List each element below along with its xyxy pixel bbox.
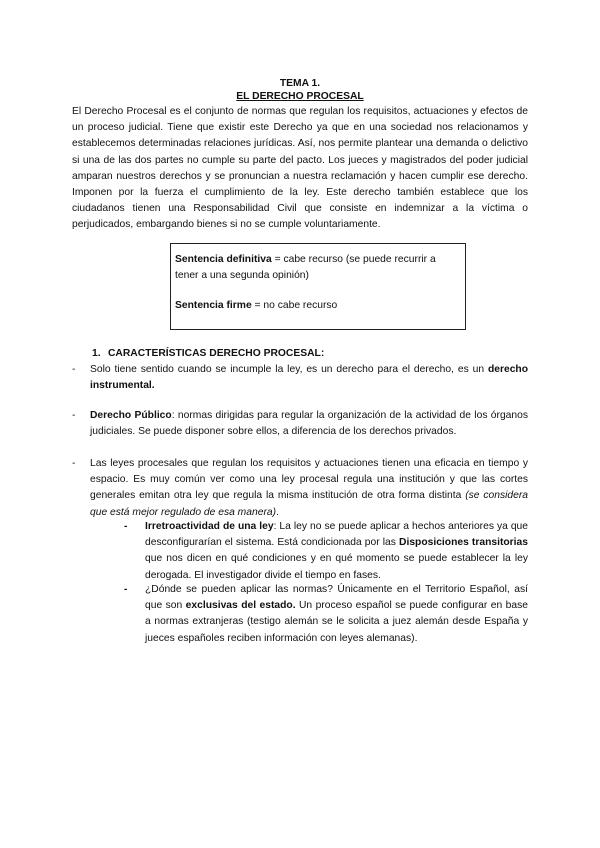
list-item-end: .: [276, 506, 279, 518]
sub-item-bold: exclusivas del estado.: [185, 600, 296, 612]
sub-list-item: [124, 582, 528, 647]
list-item: [72, 456, 529, 521]
definition-item: [175, 298, 461, 314]
bullet-dash: -: [72, 458, 76, 469]
section-heading: [92, 346, 324, 362]
definition-item: [175, 252, 461, 284]
list-item-italic: (se considera que está mejor regulado de esa manera): [90, 490, 529, 518]
list-item: [72, 408, 528, 440]
list-item-bold: Derecho Público: [90, 410, 172, 421]
sub-item-text: Un proceso español se puede configurar en base a normas extranjeras (testigo alemán se le solicita a juez alemán desde España y jueces españoles reciben información con leyes alemanas).: [145, 600, 528, 644]
sub-item-bold: Disposiciones transitorias: [399, 537, 528, 549]
definition-term: Sentencia definitiva: [175, 254, 272, 265]
definition-term: Sentencia firme: [175, 300, 252, 312]
section-title-suffix: :: [320, 348, 325, 359]
sub-item-text: : La ley no se puede aplicar a hechos anteriores ya que desconfigurarían el sistema. Está condicionada por las: [145, 521, 529, 549]
sub-list-item: [124, 519, 529, 584]
list-item-text: Solo tiene sentido cuando se incumple la ley, es un derecho para el derecho, es un: [90, 364, 488, 375]
page-subtitle: EL DERECHO PROCESAL: [236, 91, 364, 102]
list-item-bold: derecho instrumental.: [90, 364, 528, 392]
bullet-dash: -: [124, 521, 128, 532]
definition-text: = no cabe recurso: [251, 300, 338, 312]
sub-item-text: ¿Dónde se pueden aplicar las normas? Únicamente en el Territorio Español, así que son: [145, 584, 528, 612]
bullet-dash: -: [124, 584, 128, 595]
sub-item-text: que nos dicen en qué condiciones y en qué momento se puede establecer la ley derogada. El investigador divide el tiempo en fases.: [145, 553, 528, 581]
section-number: 1.: [92, 348, 101, 359]
page-title: TEMA 1.: [279, 78, 321, 89]
list-item: [72, 362, 528, 394]
list-item-text: : normas dirigidas para regular la organización de la actividad de los órganos judiciales. Se puede disponer sobre ellos, a diferencia de los derechos privados.: [90, 410, 528, 438]
section-title: CARACTERÍSTICAS DERECHO PROCESAL: [108, 348, 321, 359]
bullet-dash: -: [72, 364, 76, 375]
bullet-dash: -: [72, 410, 76, 421]
sub-item-bold: Irretroactividad de una ley: [145, 521, 274, 532]
intro-paragraph: El Derecho Procesal es el conjunto de normas que regulan los requisitos, actuaciones y efectos de un proceso judicial. Tiene que existir este Derecho ya que en una sociedad nos relacionamos y establecemos determinadas relaciones jurídicas. Así, nos permite plantear una demanda o delictivo si una de las dos partes no cumple su parte del pacto. Los jueces y magistrados del poder judicial amparan nuestros derechos y se pronuncian a nuestra reclamación y hacen cumplir ese derecho. Imponen por la fuerza el cumplimiento de la ley. Este derecho también establece que los ciudadanos tienen una Responsabilidad Civil que consiste en indemnizar a la víctima o perjudicados, embargando bienes si no se cumple voluntariamente.: [72, 106, 528, 231]
list-item-text: Las leyes procesales que regulan los requisitos y actuaciones tienen una eficacia en tiempo y espacio. Es muy común ver como una ley procesal regula una institución y que las cortes generales emitan otra ley que regula la misma institución de otra forma distinta: [90, 458, 528, 502]
definitions-box: [170, 243, 466, 330]
definition-text: = cabe recurso (se puede recurrir a tener a una segunda opinión): [175, 254, 436, 282]
